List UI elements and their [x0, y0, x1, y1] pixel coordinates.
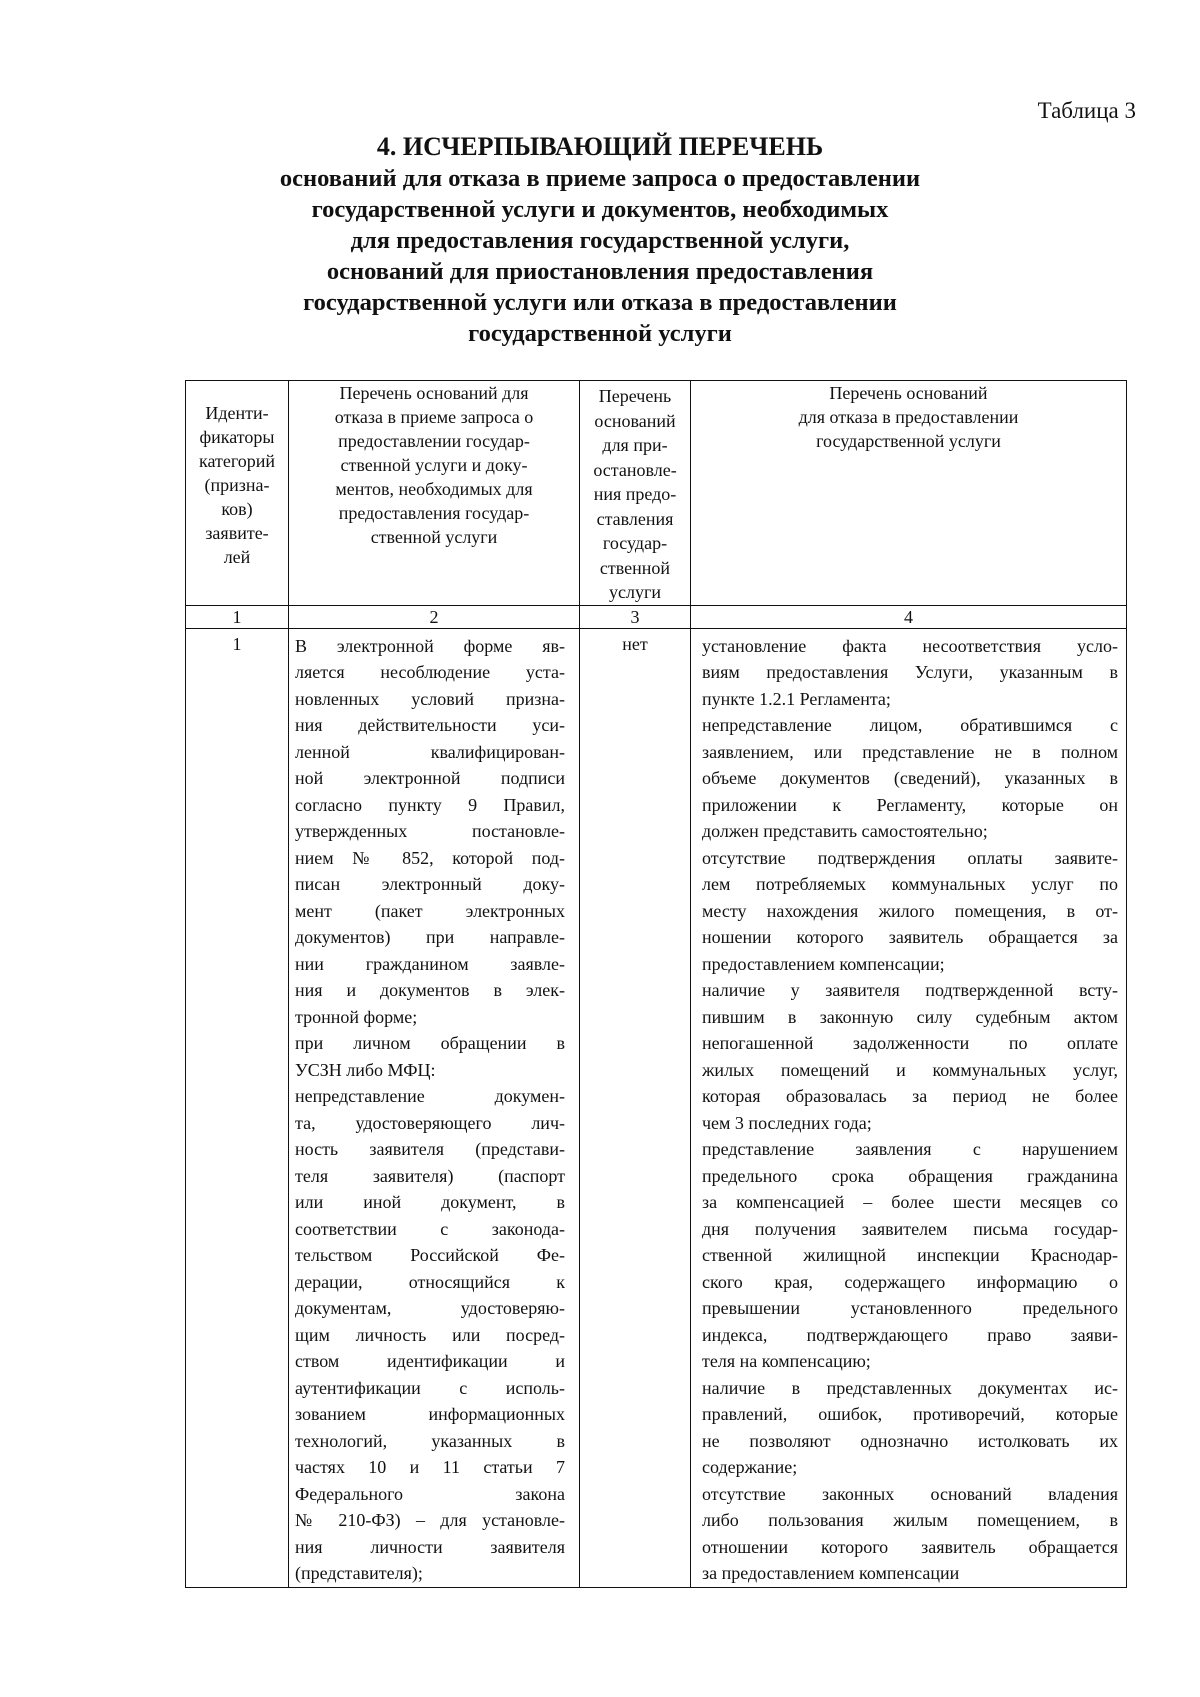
title-line: государственной услуги [468, 320, 732, 347]
text-line: услуги [609, 582, 661, 602]
text-line: индекса, подтверждающего право заяви- [702, 1324, 1118, 1345]
text-line: ственной услуги [370, 527, 498, 547]
header-lines [580, 384, 690, 605]
text-line: превышении установленного предельного [702, 1298, 1118, 1318]
title-line: государственной услуги или отказа в предоставлении [303, 289, 897, 316]
text-line: за компенсацией – более шести месяцев со [702, 1192, 1118, 1212]
text-line: ния действительности уси- [295, 715, 565, 735]
refusal-to-provide-cell [691, 628, 1127, 1587]
text-line: должен представить самостоятельно; [702, 821, 988, 841]
text-line: тронной форме; [295, 1006, 418, 1027]
text-line: которая образовалась за период не более [702, 1086, 1118, 1106]
text-line: теля на компенсацию; [702, 1351, 871, 1371]
table-label: Таблица 3 [1037, 98, 1136, 123]
text-line: отсутствие законных оснований владения [702, 1483, 1118, 1504]
text-line: отсутствие подтверждения оплаты заявите- [702, 847, 1118, 868]
text-line: за предоставлением компенсации [702, 1563, 960, 1583]
text-line: наличие в представленных документах ис- [702, 1377, 1118, 1398]
text-line: пункте 1.2.1 Регламента; [702, 688, 891, 709]
text-line: Перечень оснований для [339, 383, 529, 403]
text-line: ством идентификации и [295, 1351, 565, 1371]
text-line: та, удостоверяющего лич- [295, 1112, 565, 1133]
category-id: 1 [232, 633, 242, 654]
text-line: утвержденных постановле- [295, 821, 565, 841]
text-line: содержание; [702, 1457, 798, 1477]
text-line: зованием информационных [295, 1404, 565, 1424]
text-line: заявите- [205, 523, 269, 543]
text-line: ношении которого заявитель обращается за [702, 927, 1118, 947]
text-line: нием № 852, которой под- [295, 847, 565, 868]
suspension-cell [580, 628, 691, 1587]
text-line: предоставления государ- [338, 503, 530, 523]
text-line: Федерального закона [295, 1483, 565, 1504]
text-line: (представителя); [295, 1563, 423, 1583]
text-line: щим личность или посред- [295, 1324, 565, 1345]
text-line: (призна- [204, 475, 270, 495]
text-line: ной электронной подписи [295, 768, 565, 788]
title-line: оснований для приостановления предоставления [326, 258, 874, 285]
column-number: 2 [289, 605, 580, 628]
text-line: ственной услуги и доку- [340, 455, 528, 475]
text-line: ляется несоблюдение уста- [295, 662, 565, 682]
refusal-to-provide-lines [691, 629, 1126, 1587]
title-line: оснований для отказа в приеме запроса о предоставлении [279, 165, 921, 192]
text-line: соответствии с законода- [295, 1218, 565, 1239]
text-line: пившим в законную силу судебным актом [702, 1006, 1118, 1027]
column-number: 4 [691, 605, 1127, 628]
column-number: 1 [186, 605, 289, 628]
text-line: документов) при направле- [295, 927, 565, 947]
text-line: заявлением, или представление не в полном [702, 741, 1118, 762]
text-line: согласно пункту 9 Правил, [295, 794, 565, 815]
text-line: технологий, указанных в [295, 1430, 565, 1451]
text-line: Перечень оснований [829, 383, 988, 403]
text-line: жилых помещений и коммунальных услуг, [702, 1059, 1118, 1080]
text-line: ния личности заявителя [295, 1536, 565, 1557]
text-line: государственной услуги [816, 431, 1001, 451]
text-line: ственной жилищной инспекции Краснодар- [702, 1245, 1118, 1265]
text-line: оснований [594, 410, 676, 431]
text-line: ния и документов в элек- [295, 980, 565, 1000]
text-line: ментов, необходимых для [335, 479, 533, 499]
text-line: отношении которого заявитель обращается [702, 1536, 1118, 1557]
title-line: для предоставления государственной услуги, [350, 227, 850, 254]
text-line: теля заявителя) (паспорт [295, 1165, 565, 1186]
text-line: объеме документов (сведений), указанных в [702, 768, 1118, 788]
column-number-row [186, 605, 1127, 628]
text-line: ского края, содержащего информацию о [702, 1271, 1118, 1292]
text-line: документам, удостоверяю- [295, 1298, 565, 1318]
text-line: В электронной форме яв- [295, 635, 565, 656]
header-cell-1 [186, 381, 289, 606]
text-line: при личном обращении в [295, 1033, 565, 1053]
text-line: лей [223, 547, 251, 567]
title-main: 4. ИСЧЕРПЫВАЮЩИЙ ПЕРЕЧЕНЬ [376, 132, 824, 161]
text-line: непогашенной задолженности по оплате [702, 1033, 1118, 1053]
text-line: отказа в приеме запроса о [334, 407, 534, 427]
text-line: Перечень [598, 386, 672, 406]
text-line: или иной документ, в [295, 1192, 565, 1212]
text-line: предоставлением компенсации; [702, 953, 945, 974]
text-line: чем 3 последних года; [702, 1112, 872, 1133]
text-line: ленной квалифицирован- [295, 741, 565, 762]
text-line: для при- [602, 435, 668, 455]
text-line: для отказа в предоставлении [798, 407, 1019, 427]
refusal-to-accept-lines [289, 629, 579, 1587]
category-id-cell [186, 628, 289, 1587]
header-cell-4 [691, 381, 1127, 606]
text-line: представление заявления с нарушением [702, 1139, 1118, 1159]
table-row [186, 628, 1127, 1587]
refusal-to-accept-cell [289, 628, 580, 1587]
text-line: нии гражданином заявле- [295, 953, 565, 974]
text-line: ния предо- [593, 484, 677, 504]
text-line: наличие у заявителя подтвержденной всту- [702, 980, 1118, 1000]
header-cell-3 [580, 381, 691, 606]
text-line: остановле- [593, 459, 677, 480]
text-line: фикаторы [199, 427, 275, 447]
text-line: дерации, относящийся к [295, 1271, 565, 1292]
text-line: ков) [221, 499, 253, 519]
text-line: № 210-ФЗ) – для установле- [295, 1510, 565, 1530]
header-row [186, 381, 1127, 606]
suspension-value: нет [622, 633, 648, 654]
text-line: установление факта несоответствия усло- [702, 635, 1118, 656]
text-line: частях 10 и 11 статьи 7 [295, 1457, 565, 1477]
document-title [140, 130, 1060, 349]
text-line: лем потребляемых коммунальных услуг по [702, 874, 1118, 894]
text-line: дня получения заявителем письма государ- [702, 1218, 1118, 1239]
text-line: предельного срока обращения гражданина [702, 1165, 1118, 1186]
header-cell-2 [289, 381, 580, 606]
text-line: тельством Российской Фе- [295, 1245, 565, 1265]
text-line: мент (пакет электронных [295, 900, 565, 921]
column-number: 3 [580, 605, 691, 628]
text-line: ность заявителя (представи- [295, 1139, 565, 1159]
text-line: предоставлении государ- [338, 431, 530, 451]
text-line: новленных условий призна- [295, 688, 565, 709]
text-line: писан электронный доку- [295, 874, 565, 894]
text-line: Иденти- [205, 403, 269, 423]
text-line: виям предоставления Услуги, указанным в [702, 662, 1118, 682]
text-line: государ- [602, 533, 668, 553]
text-line: месту нахождения жилого помещения, в от- [702, 900, 1118, 921]
header-lines [691, 381, 1126, 453]
text-line: ставления [596, 508, 674, 529]
text-line: ственной [599, 557, 671, 578]
text-line: либо пользования жилым помещением, в [702, 1510, 1118, 1530]
text-line: приложении к Регламенту, которые он [702, 794, 1118, 815]
text-line: непредставление докумен- [295, 1086, 565, 1106]
text-line: категорий [198, 451, 276, 471]
grounds-table [185, 380, 1127, 1588]
text-line: аутентификации с исполь- [295, 1377, 565, 1398]
text-line: не позволяют однозначно истолковать их [702, 1430, 1118, 1451]
text-line: правлений, ошибок, противоречий, которые [702, 1404, 1118, 1424]
text-line: УСЗН либо МФЦ: [295, 1059, 436, 1080]
header-lines [289, 381, 579, 549]
title-line: государственной услуги и документов, необходимых [311, 196, 889, 223]
text-line: непредставление лицом, обратившимся с [702, 715, 1118, 735]
header-lines [186, 401, 288, 569]
